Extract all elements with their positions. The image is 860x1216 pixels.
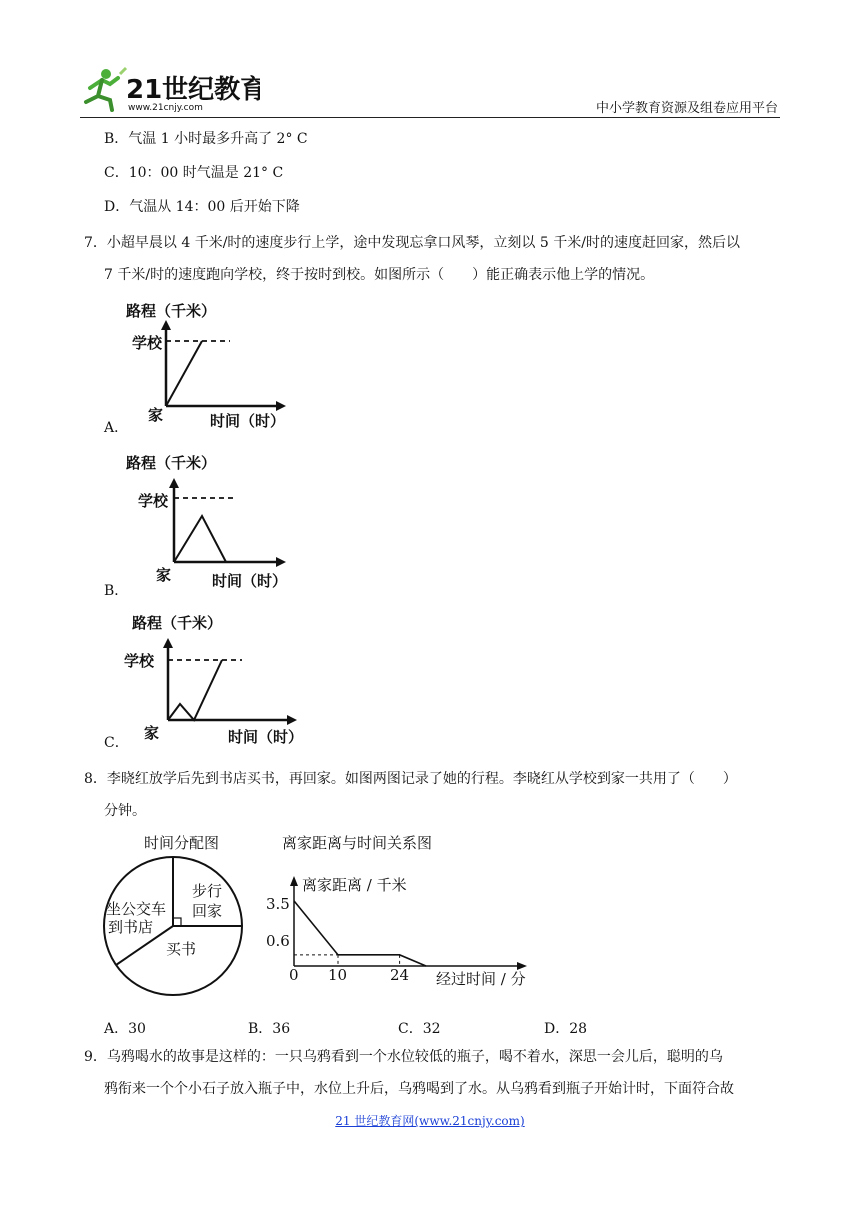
x-axis-label: 时间（时）: [212, 572, 288, 590]
right-angle-mark: [173, 918, 181, 926]
q7-graph-a: [118, 296, 290, 432]
y-axis-label: 路程（千米）: [132, 614, 223, 632]
q8-text-line2: 分钟。: [104, 803, 146, 819]
home-label: 家: [144, 724, 160, 742]
x-tick-label: 10: [328, 966, 348, 984]
q6-option-c: C．10：00 时气温是 21° C: [104, 165, 284, 181]
q8-option-c: C．32: [398, 1021, 441, 1037]
q9-text-line2: 鸦衔来一个个小石子放入瓶子中，水位上升后，乌鸦喝到了水。从乌鸦看到瓶子开始计时，下面符合故: [104, 1081, 734, 1097]
y-tick-label: 0.6: [266, 932, 290, 950]
q7-graph-b: [118, 452, 290, 592]
q7-option-a: A．: [104, 420, 129, 436]
header-divider: [80, 117, 780, 118]
y-tick-label: 3.5: [266, 895, 290, 913]
footer: [0, 1112, 860, 1129]
q8-option-d: D．28: [544, 1021, 588, 1037]
x-axis-label: 时间（时）: [228, 728, 304, 746]
q7-option-c: C．: [104, 735, 129, 751]
home-label: 家: [148, 406, 164, 424]
platform-title: 中小学教育资源及组卷应用平台: [595, 101, 778, 116]
school-label: 学校: [138, 492, 169, 510]
runner-logo-icon: [80, 62, 260, 114]
pie-label-bus: 到书店: [108, 918, 154, 936]
x-tick-label: 24: [390, 966, 410, 984]
distance-series-line: [294, 901, 426, 966]
y-axis-label: 路程（千米）: [126, 302, 217, 320]
time-allocation-pie: [96, 830, 256, 1006]
pie-label-walk: 回家: [192, 902, 223, 920]
y-axis-label: 路程（千米）: [126, 454, 217, 472]
q6-option-b: B．气温 1 小时最多升高了 2° C: [104, 131, 308, 147]
pie-label-buy: 买书: [166, 940, 197, 958]
x-axis-label: 经过时间 / 分: [436, 970, 526, 988]
school-label: 学校: [124, 652, 155, 670]
q8-text-line1: 8．李晓红放学后先到书店买书，再回家。如图两图记录了她的行程。李晓红从学校到家一共用了（ ）: [84, 771, 737, 787]
x-tick-label: 0: [289, 966, 299, 984]
home-label: 家: [156, 566, 172, 584]
q9-text-line1: 9．乌鸦喝水的故事是这样的：一只乌鸦看到一个水位较低的瓶子，喝不着水，深思一会儿后，聪明的乌: [84, 1049, 723, 1065]
q7-text-line1: 7．小超早晨以 4 千米/时的速度步行上学，途中发现忘拿口风琴，立刻以 5 千米/时的速度赶回家，然后以: [84, 235, 740, 251]
q8-option-a: A．30: [104, 1021, 146, 1037]
distance-time-chart: [262, 830, 534, 994]
pie-label-bus: 坐公交车: [106, 900, 167, 918]
logo-main-text: 21世纪教育: [126, 75, 260, 105]
q7-graph-c: [118, 610, 304, 748]
y-axis-label: 离家距离 / 千米: [302, 876, 407, 894]
q8-option-b: B．36: [248, 1021, 291, 1037]
logo-sub-text: www.21cnjy.com: [128, 103, 203, 113]
x-axis-label: 时间（时）: [210, 412, 286, 430]
q7-option-b: B．: [104, 583, 129, 599]
q7-text-line2: 7 千米/时的速度跑向学校，终于按时到校。如图所示（ ）能正确表示他上学的情况。: [104, 267, 655, 283]
q6-option-d: D．气温从 14：00 后开始下降: [104, 199, 300, 215]
chart-title: 离家距离与时间关系图: [282, 834, 433, 852]
pie-label-walk: 步行: [192, 882, 223, 900]
pie-title: 时间分配图: [144, 834, 220, 852]
site-logo: [80, 62, 260, 114]
footer-link[interactable]: 21 世纪教育网(www.21cnjy.com): [335, 1114, 525, 1128]
school-label: 学校: [132, 334, 163, 352]
